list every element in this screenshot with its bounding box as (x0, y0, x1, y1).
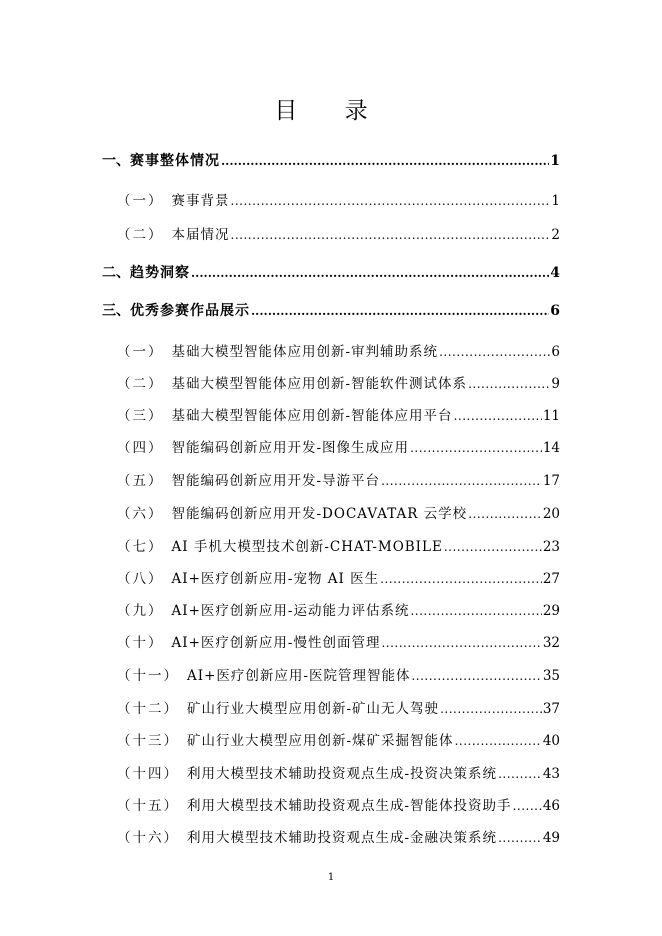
toc-leader (410, 604, 541, 618)
toc-entry[interactable] (0, 664, 662, 686)
toc-entry[interactable] (0, 189, 662, 211)
toc-number: （十一） (117, 668, 179, 684)
toc-title: 利用大模型技术辅助投资观点生成-金融决策系统 (187, 830, 498, 846)
toc-page: 23 (542, 539, 560, 555)
toc-leader (468, 377, 550, 391)
toc-title: 矿山行业大模型应用创新-煤矿采掘智能体 (187, 733, 454, 749)
toc-entry[interactable] (0, 826, 662, 848)
toc-page: 43 (542, 766, 560, 782)
toc-number: （十） (117, 635, 164, 651)
toc-page: 20 (542, 506, 560, 522)
toc-page: 1 (551, 193, 560, 209)
toc-entry[interactable] (0, 599, 662, 621)
toc-title: 趋势洞察 (130, 265, 190, 281)
toc-page: 37 (542, 701, 560, 717)
toc-number: 三、 (102, 303, 130, 319)
toc-number: （五） (117, 473, 164, 489)
toc-leader (444, 540, 542, 554)
toc-entry[interactable] (0, 436, 662, 458)
toc-number: （八） (117, 571, 164, 587)
toc-title: AI+医疗创新应用-宠物 AI 医生 (171, 571, 380, 587)
toc-number: 一、 (102, 153, 130, 169)
toc-entry[interactable] (0, 729, 662, 751)
toc-page: 49 (542, 830, 560, 846)
toc-page: 14 (542, 440, 560, 456)
toc-title: 利用大模型技术辅助投资观点生成-投资决策系统 (187, 766, 498, 782)
toc-number: （四） (117, 440, 164, 456)
toc-page: 29 (542, 603, 560, 619)
toc-page: 27 (542, 571, 560, 587)
toc-leader (498, 831, 542, 845)
toc-title: 利用大模型技术辅助投资观点生成-智能体投资助手 (187, 798, 512, 814)
toc-number: （二） (117, 376, 164, 392)
toc-page: 46 (542, 798, 560, 814)
toc-title: 赛事背景 (171, 193, 230, 209)
toc-title: 智能编码创新应用开发-DOCAVATAR 云学校 (171, 506, 468, 522)
toc-page: 17 (542, 473, 560, 489)
toc-entry[interactable] (0, 404, 662, 426)
toc-entry[interactable] (0, 697, 662, 719)
toc-leader (468, 507, 542, 521)
toc-leader (381, 474, 542, 488)
toc-leader (411, 669, 541, 683)
toc-entry[interactable] (0, 372, 662, 394)
toc-title: 本届情况 (171, 227, 230, 243)
toc-entry[interactable] (0, 567, 662, 589)
toc-number: （一） (117, 344, 164, 360)
toc-number: （十三） (117, 733, 179, 749)
toc-leader (454, 409, 542, 423)
toc-title: 优秀参赛作品展示 (130, 303, 250, 319)
toc-page: 6 (551, 344, 560, 360)
toc-title: AI+医疗创新应用-慢性创面管理 (171, 635, 381, 651)
toc-title: AI+医疗创新应用-运动能力评估系统 (171, 603, 410, 619)
toc-title: AI 手机大模型技术创新-CHAT-MOBILE (171, 539, 443, 555)
toc-entry[interactable] (0, 794, 662, 816)
toc-entry[interactable] (0, 300, 662, 322)
toc-page: 11 (542, 408, 560, 424)
toc-entry[interactable] (0, 502, 662, 524)
toc-title: 基础大模型智能体应用创新-智能体应用平台 (171, 408, 453, 424)
toc-page: 2 (551, 227, 560, 243)
toc-entry[interactable] (0, 262, 662, 284)
toc-number: （十二） (117, 701, 179, 717)
toc-page: 9 (551, 376, 560, 392)
page-title: 目 录 (274, 98, 388, 124)
toc-leader (498, 767, 542, 781)
toc-page: 6 (550, 303, 560, 319)
toc-page: 32 (542, 635, 560, 651)
toc-leader (231, 194, 551, 208)
toc-entry[interactable] (0, 340, 662, 362)
toc-entry[interactable] (0, 150, 662, 172)
page-number: 1 (327, 872, 335, 883)
toc-title: 矿山行业大模型应用创新-矿山无人驾驶 (187, 701, 440, 717)
toc-page: 1 (550, 153, 560, 169)
toc-number: 二、 (102, 265, 130, 281)
toc-page: 35 (542, 668, 560, 684)
toc-entry[interactable] (0, 631, 662, 653)
toc-number: （十六） (117, 830, 179, 846)
toc-leader (251, 304, 549, 318)
toc-title: 赛事整体情况 (130, 153, 220, 169)
toc-entry[interactable] (0, 223, 662, 245)
toc-number: （十四） (117, 766, 179, 782)
toc-page: 40 (542, 733, 560, 749)
toc-number: （二） (117, 227, 164, 243)
toc-number: （一） (117, 193, 164, 209)
toc-number: （九） (117, 603, 164, 619)
toc-title: 智能编码创新应用开发-图像生成应用 (171, 440, 410, 456)
toc-leader (191, 266, 549, 280)
toc-number: （六） (117, 506, 164, 522)
toc-title: AI+医疗创新应用-医院管理智能体 (187, 668, 411, 684)
toc-leader (439, 345, 550, 359)
toc-leader (513, 799, 542, 813)
toc-leader (221, 154, 549, 168)
toc-title: 基础大模型智能体应用创新-智能软件测试体系 (171, 376, 468, 392)
toc-title: 智能编码创新应用开发-导游平台 (171, 473, 381, 489)
toc-leader (410, 441, 542, 455)
toc-number: （七） (117, 539, 164, 555)
toc-leader (380, 572, 542, 586)
toc-entry[interactable] (0, 535, 662, 557)
toc-leader (455, 734, 542, 748)
toc-leader (440, 702, 542, 716)
toc-number: （三） (117, 408, 164, 424)
toc-number: （十五） (117, 798, 179, 814)
toc-title: 基础大模型智能体应用创新-审判辅助系统 (171, 344, 439, 360)
toc-leader (381, 636, 541, 650)
toc-entry[interactable] (0, 762, 662, 784)
toc-page: 4 (550, 265, 560, 281)
toc-entry[interactable] (0, 469, 662, 491)
toc-leader (231, 228, 551, 242)
